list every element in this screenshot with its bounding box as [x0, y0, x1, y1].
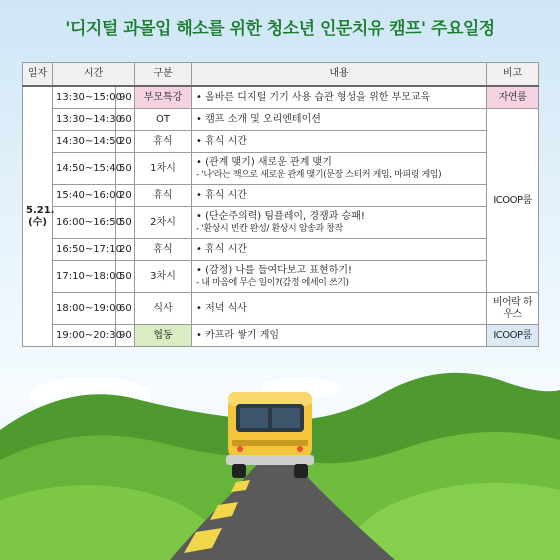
content-cell: • (관계 맺기) 새로운 관계 맺기 - '나'라는 책으로 새로운 관계 맺기(문장 스티커 게임, 마피링 게임) — [192, 153, 487, 185]
category-cell: 1차시 — [135, 153, 192, 185]
time-cell: 14:50~15:40 — [53, 153, 116, 185]
content-cell: • 캠프 소개 및 오리엔테이션 — [192, 109, 487, 131]
table-header-row — [23, 63, 539, 87]
time-cell: 14:30~14:50 — [53, 131, 116, 153]
minutes-cell: 50 — [116, 207, 135, 239]
table-row — [23, 261, 539, 293]
note-cell: 비어락 하우스 — [487, 293, 539, 325]
note-cell: 자연룸 — [487, 86, 539, 109]
header-note: 비고 — [487, 63, 539, 87]
time-cell: 13:30~14:30 — [53, 109, 116, 131]
minutes-cell: 20 — [116, 239, 135, 261]
category-cell: 부모특강 — [135, 86, 192, 109]
page-title: '디지털 과몰입 해소를 위한 청소년 인문치유 캠프' 주요일정 — [65, 19, 495, 39]
category-cell: 3차시 — [135, 261, 192, 293]
category-cell: OT — [135, 109, 192, 131]
time-cell: 18:00~19:00 — [53, 293, 116, 325]
table-row — [23, 325, 539, 347]
content-cell: • (단순주의력) 팀플레이, 경쟁과 승패! - '환상시 빈칸 완성/ 환상시 암송과 창작 — [192, 207, 487, 239]
minutes-cell: 60 — [116, 293, 135, 325]
header-category: 구분 — [135, 63, 192, 87]
category-cell: 휴식 — [135, 239, 192, 261]
time-cell: 16:50~17:10 — [53, 239, 116, 261]
time-cell: 15:40~16:00 — [53, 185, 116, 207]
header-time: 시간 — [53, 63, 135, 87]
header-date: 일자 — [23, 63, 53, 87]
table-row — [23, 86, 539, 109]
category-cell: 식사 — [135, 293, 192, 325]
time-cell: 19:00~20:30 — [53, 325, 116, 347]
time-cell: 13:30~15:00 — [53, 86, 116, 109]
note-cell: ICOOP룸 — [487, 325, 539, 347]
minutes-cell: 90 — [116, 86, 135, 109]
table-row — [23, 109, 539, 131]
content-cell: • 휴식 시간 — [192, 185, 487, 207]
date-cell: 5.21.(수) — [23, 86, 53, 347]
table-row — [23, 207, 539, 239]
minutes-cell: 50 — [116, 261, 135, 293]
minutes-cell: 20 — [116, 131, 135, 153]
time-cell: 16:00~16:50 — [53, 207, 116, 239]
category-cell: 휴식 — [135, 185, 192, 207]
table-row — [23, 239, 539, 261]
content-cell: • 휴식 시간 — [192, 239, 487, 261]
table-row — [23, 153, 539, 185]
category-cell: 휴식 — [135, 131, 192, 153]
note-cell-merged: ICOOP룸 — [487, 109, 539, 293]
category-cell: 협동 — [135, 325, 192, 347]
minutes-cell: 20 — [116, 185, 135, 207]
table-row — [23, 185, 539, 207]
time-cell: 17:10~18:00 — [53, 261, 116, 293]
content-cell: • 저녁 식사 — [192, 293, 487, 325]
minutes-cell: 50 — [116, 153, 135, 185]
header-content: 내용 — [192, 63, 487, 87]
minutes-cell: 60 — [116, 109, 135, 131]
table-row — [23, 293, 539, 325]
content-cell: • (감정) 나를 들여다보고 표현하기! - 내 마음에 무슨 일이?(감정 에세이 쓰기) — [192, 261, 487, 293]
content-cell: • 휴식 시간 — [192, 131, 487, 153]
content-cell: • 올바른 디지털 기기 사용 습관 형성을 위한 부모교육 — [192, 86, 487, 109]
minutes-cell: 90 — [116, 325, 135, 347]
category-cell: 2차시 — [135, 207, 192, 239]
table-row — [23, 131, 539, 153]
content-cell: • 카프라 쌓기 게임 — [192, 325, 487, 347]
schedule-table — [22, 62, 539, 347]
